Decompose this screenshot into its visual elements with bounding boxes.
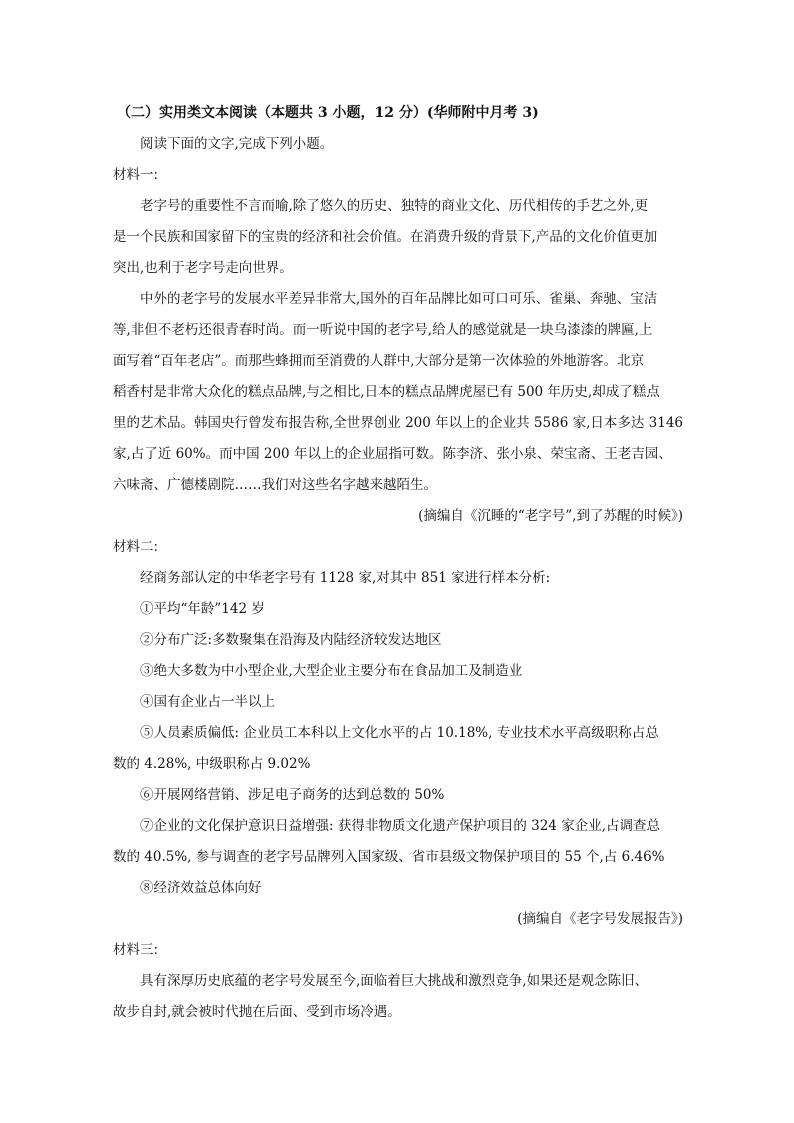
material1-label: 材料一: xyxy=(113,167,159,183)
material2-item: ②分布广泛:多数聚集在沿海及内陆经济较发达地区 xyxy=(140,632,442,648)
material2-item5-line: 数的 4.28%, 中级职称占 9.02% xyxy=(113,756,311,772)
material2-label: 材料二: xyxy=(113,539,159,555)
section-title: （二）实用类文本阅读（本题共 3 小题，12 分）(华师附中月考 3) xyxy=(117,105,539,121)
material1-p1-line: 突出,也利于老字号走向世界。 xyxy=(113,260,293,276)
material2-source: (摘编自《老字号发展报告》) xyxy=(517,911,683,927)
material3-p1-line: 具有深厚历史底蕴的老字号发展至今,面临着巨大挑战和激烈竞争,如果还是观念陈旧、 xyxy=(140,973,649,989)
material2-item7-line: 数的 40.5%, 参与调查的老字号品牌列入国家级、省市县级文物保护项目的 55 个,占 6.46% xyxy=(113,849,665,865)
material1-p2-line: 六味斋、广德楼剧院……我们对这些名字越来越陌生。 xyxy=(113,477,437,493)
material3-label: 材料三: xyxy=(113,942,159,958)
material1-source: (摘编自《沉睡的“老字号”,到了苏醒的时候》) xyxy=(418,508,683,524)
material2-item7-line: ⑦企业的文化保护意识日益增强: 获得非物质文化遗产保护项目的 324 家企业,占调查总 xyxy=(140,818,660,834)
material2-item5-line: ⑤人员素质偏低: 企业员工本科以上文化水平的占 10.18%, 专业技术水平高级职称占总 xyxy=(140,725,659,741)
material1-p1-line: 是一个民族和国家留下的宝贵的经济和社会价值。在消费升级的背景下,产品的文化价值更加 xyxy=(113,229,658,245)
material2-item: ③绝大多数为中小型企业,大型企业主要分布在食品加工及制造业 xyxy=(140,663,523,679)
material1-p2-line: 面写着“百年老店”。而那些蜂拥而至消费的人群中,大部分是第一次体验的外地游客。北京 xyxy=(113,353,645,369)
material2-item6: ⑥开展网络营销、涉足电子商务的达到总数的 50% xyxy=(140,787,445,803)
material1-p2-line: 等,非但不老朽还很青春时尚。而一听说中国的老字号,给人的感觉就是一块乌漆漆的牌匾,上 xyxy=(113,322,653,338)
material1-p2-line: 里的艺术品。韩国央行曾发布报告称,全世界创业 200 年以上的企业共 5586 家,日本多达 3146 xyxy=(113,415,683,431)
material2-intro: 经商务部认定的中华老字号有 1128 家,对其中 851 家进行样本分析: xyxy=(140,570,551,586)
material3-p1-line: 故步自封,就会被时代抛在后面、受到市场冷遇。 xyxy=(113,1004,401,1020)
material1-p2-line: 家,占了近 60%。而中国 200 年以上的企业屈指可数。陈李济、张小泉、荣宝斋、王老吉园、 xyxy=(113,446,672,462)
material2-item: ①平均“年龄”142 岁 xyxy=(140,601,265,617)
material1-p1-line: 老字号的重要性不言而喻,除了悠久的历史、独特的商业文化、历代相传的手艺之外,更 xyxy=(140,198,649,214)
material1-p2-line: 中外的老字号的发展水平差异非常大,国外的百年品牌比如可口可乐、雀巢、奔驰、宝洁 xyxy=(140,291,658,307)
material2-item8: ⑧经济效益总体向好 xyxy=(140,880,262,896)
instruction: 阅读下面的文字,完成下列小题。 xyxy=(140,136,334,152)
material1-p2-line: 稻香村是非常大众化的糕点品牌,与之相比,日本的糕点品牌虎屋已有 500 年历史,却成了糕点 xyxy=(113,384,660,400)
material2-item: ④国有企业占一半以上 xyxy=(140,694,275,710)
